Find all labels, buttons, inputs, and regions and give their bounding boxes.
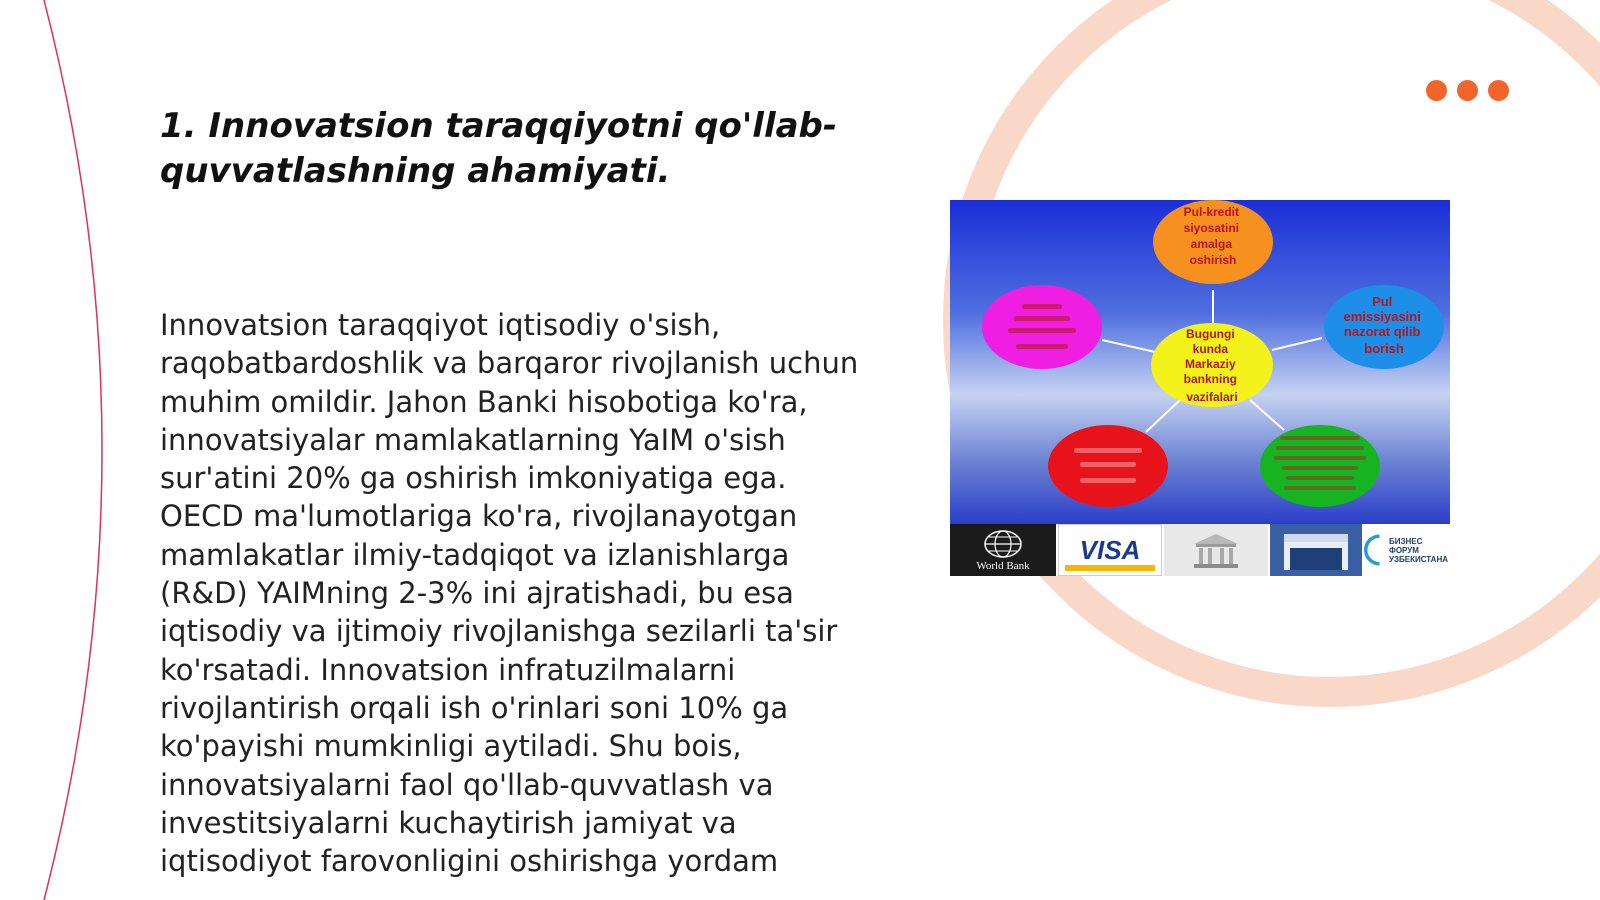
dot-icon xyxy=(1426,80,1447,101)
dot-icon xyxy=(1488,80,1509,101)
office-building-logo xyxy=(1270,524,1362,576)
office-building-icon xyxy=(1270,524,1362,576)
right-ellipse-label: Pul emissiyasini nazorat qilib borish xyxy=(1343,294,1421,356)
menu-dots xyxy=(1426,80,1509,101)
slide-title: 1. Innovatsion taraqqiyotni qo'llab-quvvatlashning ahamiyati. xyxy=(160,106,837,191)
visa-logo xyxy=(1058,524,1162,576)
central-bank-diagram xyxy=(950,200,1450,524)
forum-line-3: УЗБЕКИСТАНА xyxy=(1389,554,1448,564)
central-bank-figure xyxy=(950,200,1450,576)
forum-swirl-icon xyxy=(1364,530,1383,570)
dot-icon xyxy=(1457,80,1478,101)
left-ellipse xyxy=(982,285,1102,369)
left-arc-line xyxy=(44,0,102,900)
world-bank-text: World Bank xyxy=(976,559,1030,572)
globe-icon xyxy=(983,529,1023,559)
visa-stripe xyxy=(1065,565,1155,571)
business-forum-logo xyxy=(1364,524,1448,576)
center-ellipse-label: Bugungi kunda Markaziy bankning vazifalari xyxy=(1183,327,1238,404)
visa-text: VISA xyxy=(1079,534,1141,565)
bank-building-logo xyxy=(1164,524,1268,576)
world-bank-logo xyxy=(950,524,1056,576)
forum-line-1: БИЗНЕС xyxy=(1389,536,1423,546)
top-ellipse-label: Pul-kredit siyosatini amalga oshirish xyxy=(1183,205,1240,267)
logo-strip xyxy=(950,524,1450,576)
slide-body-text: Innovatsion taraqqiyot iqtisodiy o'sish, raqobatbardoshlik va barqaror rivojlanish uchun muhim omildir. Jahon Banki hisobotiga ko'ra, innovatsiyalar mamlakatlarning YaIM o'sish sur'atini 20% ga oshirish imkoniyatiga ega. OECD ma'lumotlariga ko'ra, rivojlanayotgan mamlakatlar ilmiy-tadqiqot va izlanishlarga (R&D) YAIMning 2-3% ini ajratishadi, bu esa iqtisodiy va ijtimoiy rivojlanishga sezilarli ta'sir ko'rsatadi. Innovatsion infratuzilmalarni rivojlantirish orqali ish o'rinlari soni 10% ga ko'payishi mumkinligi aytiladi. Shu bois, innovatsiyalarni faol qo'llab-quvvatlash va investitsiyalarni kuchaytirish jamiyat va iqtisodiyot farovonligini oshirishga yordam xyxy=(160,308,859,879)
forum-line-2: ФОРУМ xyxy=(1389,545,1419,555)
bank-building-icon xyxy=(1186,530,1246,570)
